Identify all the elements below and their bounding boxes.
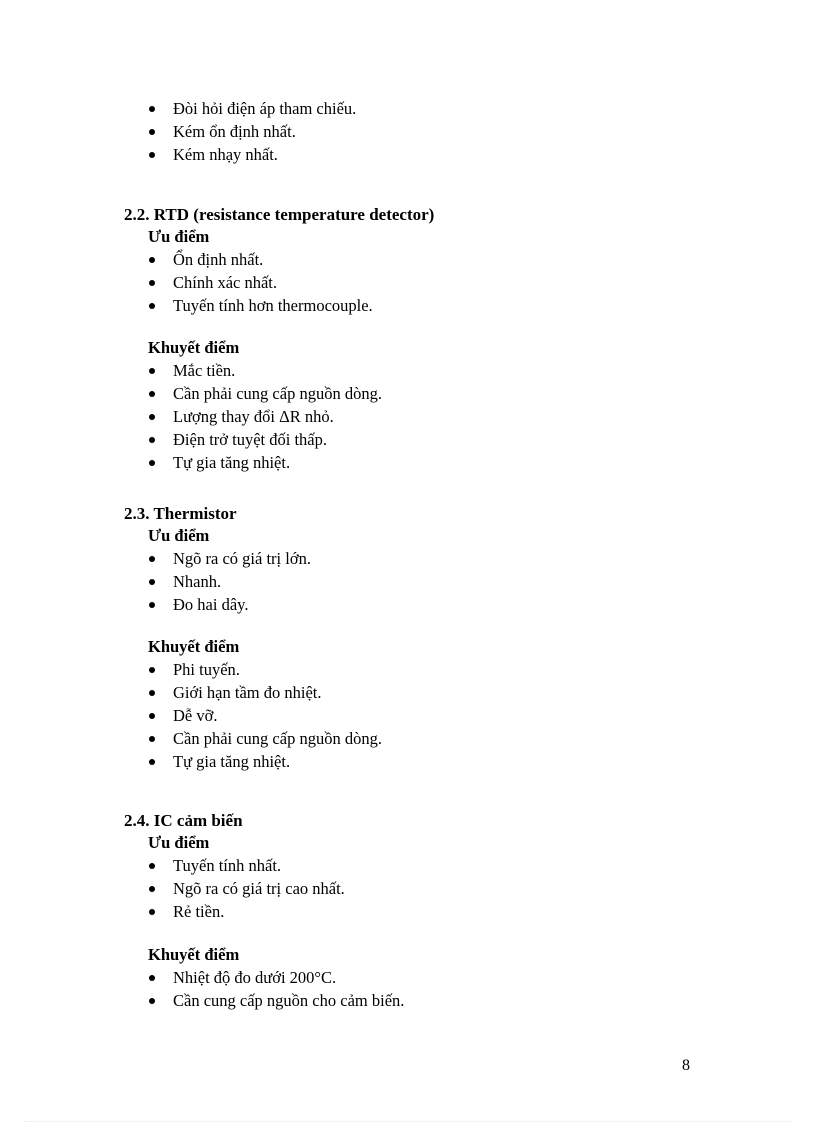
page-bottom-divider	[24, 1121, 792, 1122]
list-item: Ổn định nhất.	[147, 248, 373, 271]
pros-title: Ưu điểm	[148, 833, 210, 852]
cons-title: Khuyết điểm	[148, 637, 240, 656]
list-item: Đòi hỏi điện áp tham chiếu.	[147, 97, 356, 120]
pros-title: Ưu điểm	[148, 227, 210, 246]
list-item: Kém ổn định nhất.	[147, 120, 356, 143]
list-item: Nhiệt độ đo dưới 200°C.	[147, 966, 404, 989]
list-item: Đo hai dây.	[147, 593, 311, 616]
list-item: Tuyến tính hơn thermocouple.	[147, 294, 373, 317]
pros-title: Ưu điểm	[148, 526, 210, 545]
list-item: Tự gia tăng nhiệt.	[147, 451, 382, 474]
pros-list	[147, 248, 373, 317]
list-item: Phi tuyến.	[147, 658, 382, 681]
cons-list	[147, 658, 382, 773]
list-item: Chính xác nhất.	[147, 271, 373, 294]
list-item: Rẻ tiền.	[147, 900, 345, 923]
intro-bullet-list	[147, 97, 356, 166]
list-item: Tự gia tăng nhiệt.	[147, 750, 382, 773]
list-item: Tuyến tính nhất.	[147, 854, 345, 877]
cons-title: Khuyết điểm	[148, 945, 240, 964]
list-item: Cần phải cung cấp nguồn dòng.	[147, 382, 382, 405]
pros-list	[147, 547, 311, 616]
list-item: Dễ vỡ.	[147, 704, 382, 727]
section-heading-rtd: 2.2. RTD (resistance temperature detector)	[124, 205, 435, 224]
pros-list	[147, 854, 345, 923]
list-item: Nhanh.	[147, 570, 311, 593]
cons-list	[147, 359, 382, 474]
list-item: Cần phải cung cấp nguồn dòng.	[147, 727, 382, 750]
list-item: Ngõ ra có giá trị cao nhất.	[147, 877, 345, 900]
list-item: Điện trở tuyệt đối thấp.	[147, 428, 382, 451]
cons-title: Khuyết điểm	[148, 338, 240, 357]
section-heading-thermistor: 2.3. Thermistor	[124, 504, 237, 523]
list-item: Lượng thay đổi ΔR nhỏ.	[147, 405, 382, 428]
list-item: Kém nhạy nhất.	[147, 143, 356, 166]
list-item: Ngõ ra có giá trị lớn.	[147, 547, 311, 570]
list-item: Cần cung cấp nguồn cho cảm biến.	[147, 989, 404, 1012]
section-heading-ic-sensor: 2.4. IC cảm biến	[124, 811, 243, 830]
list-item: Giới hạn tầm đo nhiệt.	[147, 681, 382, 704]
list-item: Mắc tiền.	[147, 359, 382, 382]
cons-list	[147, 966, 404, 1012]
page-number: 8	[682, 1057, 690, 1074]
